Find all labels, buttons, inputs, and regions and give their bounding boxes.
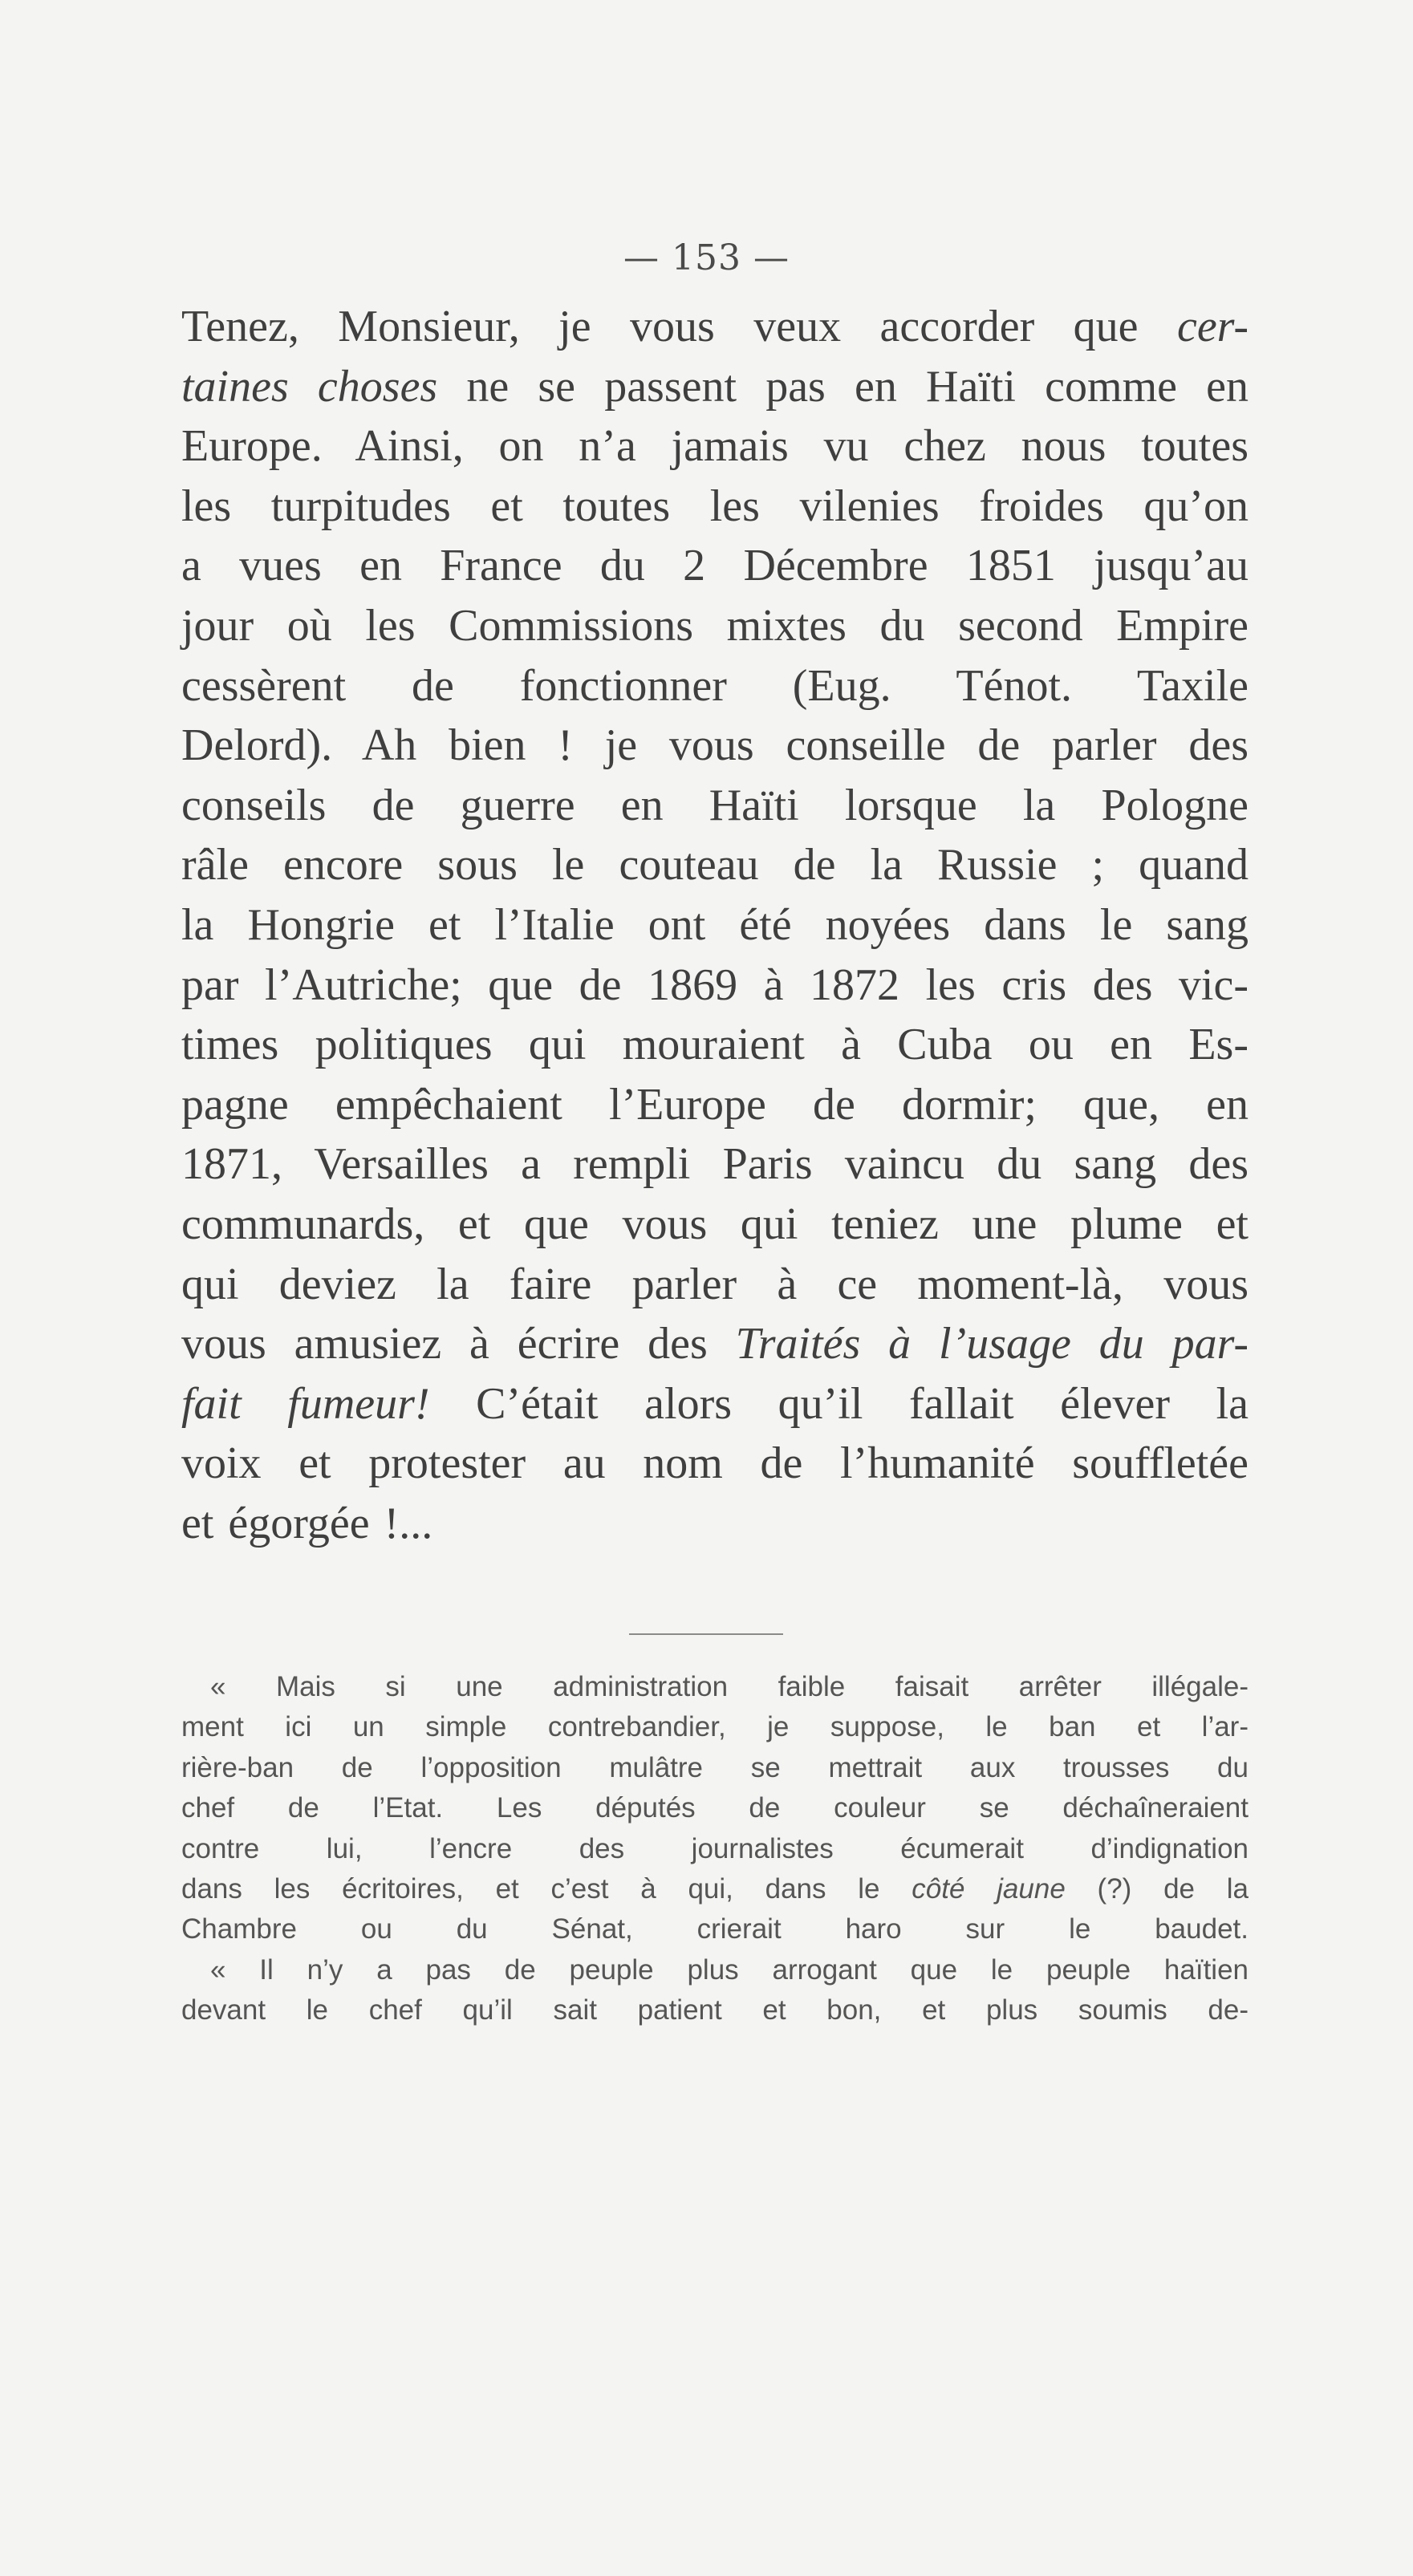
text-line: qui deviez la faire parler à ce moment-là, vous [181,1259,1249,1309]
main-text [181,297,1249,1553]
text-line: a vues en France du 2 Décembre 1851 jusqu’au [181,541,1249,591]
text-segment: (?) de la [1065,1873,1249,1905]
footnote-line: rière-ban de l’opposition mulâtre se mettrait aux trousses du [181,1751,1249,1783]
page-number: — 153 — [623,237,790,278]
footnote-line [181,1869,1249,1909]
text-line: Europe. Ainsi, on n’a jamais vu chez nous toutes [181,421,1249,472]
text-segment: vous amusiez à écrire des [181,1319,736,1369]
footnote-line: « Il n’y a pas de peuple plus arrogant que le peuple haïtien [210,1953,1249,1986]
footnote-line: ment ici un simple contrebandier, je suppose, le ban et l’ar- [181,1711,1249,1743]
footnote [181,1667,1249,2031]
italic-text: taines choses [181,361,438,412]
text-segment: C’était alors qu’il fallait élever la [429,1378,1249,1429]
text-line: voix et protester au nom de l’humanité souffletée [181,1438,1249,1489]
text-line [181,357,1249,417]
italic-text: Traités à l’usage du par- [735,1319,1249,1369]
text-segment: Tenez, Monsieur, je vous veux accorder que [181,302,1177,351]
text-segment: ne se passent pas en Haïti comme en [437,361,1249,412]
italic-text: cer- [1176,302,1249,351]
text-line [181,1374,1249,1434]
footnote-line: « Mais si une administration faible faisait arrêter illégale- [210,1671,1249,1702]
footnote-line: devant le chef qu’il sait patient et bon, et plus soumis de- [181,1994,1249,2026]
footnote-separator [629,1633,783,1635]
text-line: par l’Autriche; que de 1869 à 1872 les cris des vic- [181,959,1249,1010]
text-line: la Hongrie et l’Italie ont été noyées dans le sang [181,899,1249,950]
footnote-line: Chambre ou du Sénat, crierait haro sur le baudet. [181,1913,1249,1945]
text-line: les turpitudes et toutes les vilenies froides qu’on [181,481,1249,531]
footnote-line: contre lui, l’encre des journalistes écumerait d’indignation [181,1832,1249,1864]
text-line: et égorgée !... [181,1498,433,1548]
text-line: times politiques qui mouraient à Cuba ou en Es- [181,1020,1249,1070]
text-line: cessèrent de fonctionner (Eug. Ténot. Taxile [181,660,1249,711]
italic-text: fait fumeur! [181,1378,430,1429]
text-line: râle encore sous le couteau de la Russie ; quand [181,840,1249,890]
text-line: Delord). Ah bien ! je vous conseille de parler des [181,720,1249,771]
text-line: communards, et que vous qui teniez une plume et [181,1199,1249,1249]
text-line: jour où les Commissions mixtes du second Empire [181,600,1249,651]
text-line: conseils de guerre en Haïti lorsque la Pologne [181,780,1249,830]
text-line: pagne empêchaient l’Europe de dormir; que, en [181,1079,1249,1130]
italic-text: côté jaune [912,1873,1066,1905]
text-line [181,297,1249,357]
text-segment: dans les écritoires, et c’est à qui, dans le [181,1873,912,1905]
text-line: 1871, Versailles a rempli Paris vaincu du sang des [181,1139,1249,1190]
footnote-line: chef de l’Etat. Les députés de couleur se déchaîneraient [181,1792,1249,1824]
text-line [181,1314,1249,1374]
